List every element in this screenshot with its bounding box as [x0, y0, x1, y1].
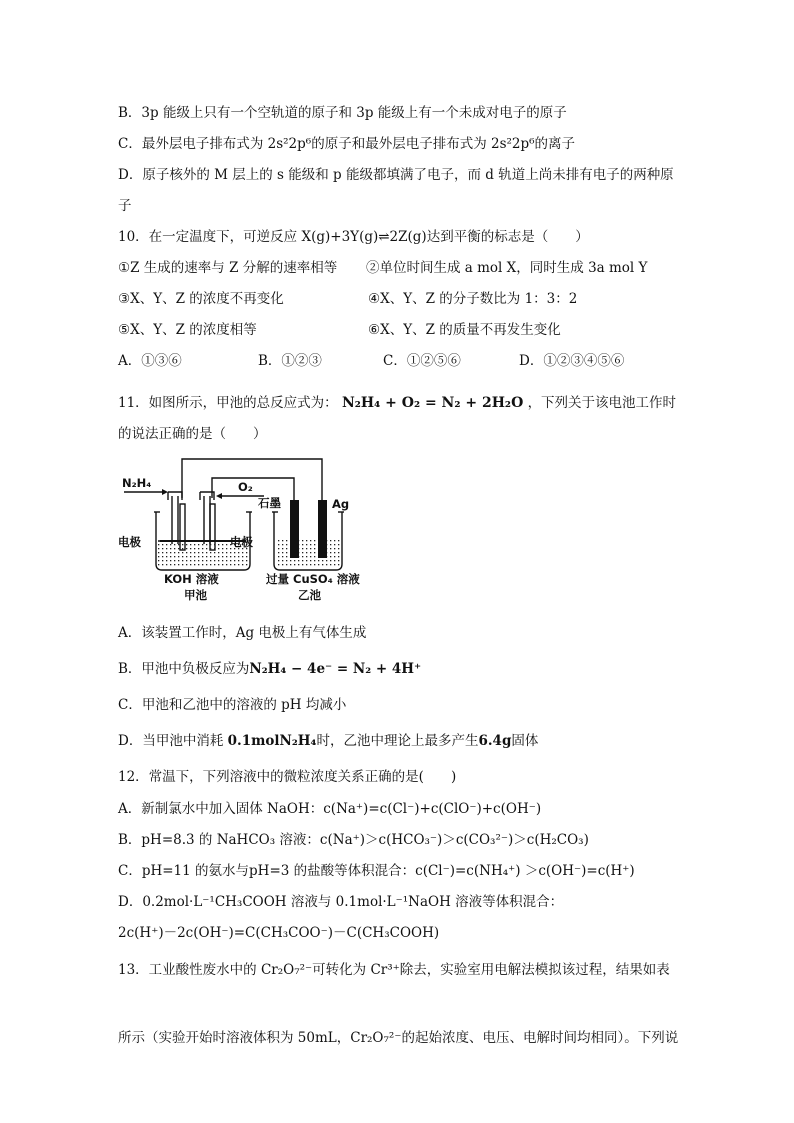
q11-stem	[118, 393, 676, 413]
q11-option-d	[118, 731, 538, 751]
graphite-electrode	[290, 500, 299, 558]
q11-option-b-equation: N₂H₄ − 4e⁻ = N₂ + 4H⁺	[249, 661, 422, 677]
q10-item-1: ①Z 生成的速率与 Z 分解的速率相等	[118, 260, 338, 276]
q11-stem-line2: 的说法正确的是（ ）	[118, 426, 267, 442]
q12-option-a: A．新制氯水中加入固体 NaOH：c(Na⁺)=c(Cl⁻)+c(ClO⁻)+c(OH⁻)	[118, 801, 542, 817]
q12-option-b: B．pH=8.3 的 NaHCO₃ 溶液：c(Na⁺)＞c(HCO₃⁻)＞c(CO₃²⁻)＞c(H₂CO₃)	[118, 832, 589, 848]
q11-option-d-part2: 时，乙池中理论上最多产生	[316, 733, 479, 749]
q11-equation: N₂H₄ + O₂ = N₂ + 2H₂O	[341, 395, 524, 411]
label-koh-solution: KOH 溶液	[164, 572, 219, 586]
q12-option-d-line1: D．0.2mol·L⁻¹CH₃COOH 溶液与 0.1mol·L⁻¹NaOH 溶液等体积混合：	[118, 894, 564, 910]
q9-option-c: C．最外层电子排布式为 2s²2p⁶的原子和最外层电子排布式为 2s²2p⁶的离子	[118, 136, 576, 152]
q11-option-d-mass: 6.4g	[478, 733, 512, 749]
q9-option-d-line1: D．原子核外的 M 层上的 s 能级和 p 能级都填满了电子，而 d 轨道上尚未排有电子的两种原	[118, 167, 674, 183]
label-electrode-right: 电极	[230, 535, 253, 549]
ag-electrode	[318, 500, 327, 558]
inlet-tube-n2h4	[172, 496, 178, 544]
q11-option-d-part1: D．当甲池中消耗	[118, 733, 228, 749]
q9-option-b: B．3p 能级上只有一个空轨道的原子和 3p 能级上有一个未成对电子的原子	[118, 105, 567, 121]
q13-line2: 所示（实验开始时溶液体积为 50mL，Cr₂O₇²⁻的起始浓度、电压、电解时间均相同）。下列说	[118, 1030, 679, 1046]
q10-option-a: A．①③⑥	[118, 353, 182, 369]
q10-item-4: ④X、Y、Z 的分子数比为 1：3：2	[368, 291, 578, 307]
connecting-wire-inner	[212, 478, 294, 502]
label-cell-yi: 乙池	[298, 588, 321, 602]
inlet-tube-o2	[204, 496, 210, 544]
q10-stem: 10．在一定温度下，可逆反应 X(g)+3Y(g)⇌2Z(g)达到平衡的标志是（ ）	[118, 229, 589, 245]
q10-item-5: ⑤X、Y、Z 的浓度相等	[118, 322, 257, 338]
q12-stem: 12．常温下，下列溶液中的微粒浓度关系正确的是( )	[118, 769, 457, 785]
label-cuso4-solution: 过量 CuSO₄ 溶液	[266, 572, 360, 586]
label-ag: Ag	[332, 497, 350, 511]
q11-option-a: A．该装置工作时，Ag 电极上有气体生成	[118, 625, 367, 641]
electrolysis-cell-diagram	[114, 456, 380, 606]
q12-option-c: C．pH=11 的氨水与pH=3 的盐酸等体积混合：c(Cl⁻)=c(NH₄⁺) ＞c(OH⁻)=c(H⁺)	[118, 863, 635, 879]
q11-stem-prefix: 11．如图所示，甲池的总反应式为：	[118, 395, 338, 411]
q10-item-3: ③X、Y、Z 的浓度不再变化	[118, 291, 284, 307]
q10-option-b: B．①②③	[258, 353, 322, 369]
q10-option-c: C．①②⑤⑥	[383, 353, 461, 369]
q12-option-d-line2: 2c(H⁺)－2c(OH⁻)=C(CH₃COO⁻)－C(CH₃COOH)	[118, 925, 440, 941]
q13-line1: 13．工业酸性废水中的 Cr₂O₇²⁻可转化为 Cr³⁺除去，实验室用电解法模拟该过程，结果如表	[118, 962, 670, 978]
q11-option-d-part3: 固体	[511, 733, 539, 749]
q11-option-b-text: B．甲池中负极反应为	[118, 661, 250, 677]
q10-item-2: ②单位时间生成 a mol X，同时生成 3a mol Y	[366, 260, 648, 276]
q11-stem-suffix: ，下列关于该电池工作时	[527, 395, 677, 411]
label-electrode-left: 电极	[118, 535, 141, 549]
q10-option-d: D．①②③④⑤⑥	[519, 353, 625, 369]
q11-option-c: C．甲池和乙池中的溶液的 pH 均减小	[118, 697, 347, 713]
label-o2: O₂	[238, 480, 253, 494]
q9-option-d-line2: 子	[118, 198, 132, 214]
q10-item-6: ⑥X、Y、Z 的质量不再发生变化	[368, 322, 561, 338]
cuso4-solution	[276, 540, 340, 568]
label-n2h4: N₂H₄	[122, 476, 152, 490]
q11-option-b	[118, 659, 421, 679]
label-graphite: 石墨	[258, 496, 281, 510]
label-cell-jia: 甲池	[184, 588, 207, 602]
q11-option-d-amount: 0.1molN₂H₄	[227, 733, 317, 749]
